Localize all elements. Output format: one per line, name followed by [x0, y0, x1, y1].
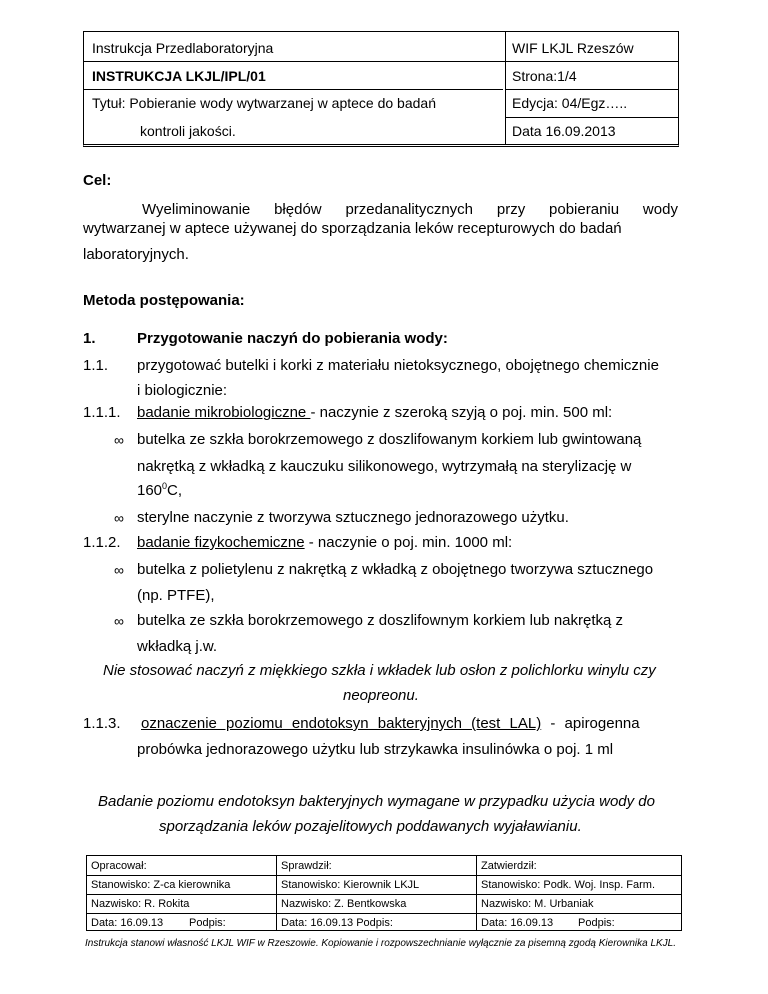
approval-table	[86, 855, 682, 931]
checked-by-date: Data: 16.09.13 Podpis:	[281, 917, 393, 929]
bullet-2: sterylne naczynie z tworzywa sztucznego jednorazowego użytku.	[137, 509, 569, 526]
approved-by-signature: Podpis:	[578, 917, 615, 929]
bullet-1-line3: $160^0C$,	[137, 481, 183, 499]
bullet-icon: ∞	[114, 510, 124, 526]
bullet-icon: ∞	[114, 562, 124, 578]
bullet-3-line1: butelka z polietylenu z nakrętką z wkładką z obojętnego tworzywa sztucznego	[137, 561, 654, 578]
section-1-number: 1.	[83, 330, 96, 347]
header-date: Data 16.09.2013	[512, 123, 616, 139]
approved-by-name: Nazwisko: M. Urbaniak	[481, 898, 594, 910]
checked-by-position: Stanowisko: Kierownik LKJL	[281, 879, 420, 891]
section-1-1-1-number: 1.1.1.	[83, 404, 121, 421]
prepared-by-signature: Podpis:	[189, 917, 226, 929]
prepared-by-label: Opracował:	[91, 860, 147, 872]
note-1-line1: Nie stosować naczyń z miękkiego szkła i wkładek lub osłon z polichlorku winylu czy	[103, 662, 656, 679]
note-1-line2: neopreonu.	[343, 687, 419, 704]
goal-line2: wytwarzanej w aptece używanej do sporządzania leków recepturowych do badań	[83, 220, 622, 237]
section-1-1-3-text: oznaczenie poziomu endotoksyn bakteryjnych (test LAL) - apirogenna	[141, 715, 640, 732]
bullet-icon: ∞	[114, 613, 124, 629]
goal-line3: laboratoryjnych.	[83, 246, 189, 263]
approved-by-position: Stanowisko: Podk. Woj. Insp. Farm.	[481, 879, 656, 891]
section-1-1-number: 1.1.	[83, 357, 109, 374]
section-1-1-2-number: 1.1.2.	[83, 534, 121, 551]
header-unit: WIF LKJL Rzeszów	[512, 40, 634, 56]
bullet-3-line2: (np. PTFE),	[137, 587, 215, 604]
approved-by-date: Data: 16.09.13	[481, 917, 554, 929]
section-1-1-2-text: badanie fizykochemiczne - naczynie o poj. min. 1000 ml:	[137, 534, 513, 551]
header-title-line2: kontroli jakości.	[140, 123, 236, 139]
header-page: Strona:1/4	[512, 68, 577, 84]
checked-by-label: Sprawdził:	[281, 860, 332, 872]
prepared-by-name: Nazwisko: R. Rokita	[91, 898, 190, 910]
method-heading: Metoda postępowania:	[83, 292, 245, 309]
section-1-title: Przygotowanie naczyń do pobierania wody:	[137, 330, 448, 347]
note-2-line1: Badanie poziomu endotoksyn bakteryjnych wymagane w przypadku użycia wody do	[98, 793, 655, 810]
bullet-icon: ∞	[114, 432, 124, 448]
bullet-4-line2: wkładką j.w.	[137, 638, 218, 655]
section-1-1-line1: przygotować butelki i korki z materiału nietoksycznego, obojętnego chemicznie	[137, 357, 659, 374]
section-1-1-3-number: 1.1.3.	[83, 715, 121, 732]
note-2-line2: sporządzania leków pozajelitowych poddawanych wyjaławianiu.	[159, 818, 582, 835]
section-1-1-line2: i biologicznie:	[137, 382, 228, 399]
prepared-by-position: Stanowisko: Z-ca kierownika	[91, 879, 231, 891]
section-1-1-3-line2: probówka jednorazowego użytku lub strzykawka insulinówka o poj. 1 ml	[137, 741, 614, 758]
header-title-line1: Tytuł: Pobieranie wody wytwarzanej w aptece do badań	[92, 95, 436, 111]
header-org-label: Instrukcja Przedlaboratoryjna	[92, 40, 274, 56]
bullet-1-line1: butelka ze szkła borokrzemowego z doszlifowanym korkiem lub gwintowaną	[137, 431, 642, 448]
header-table	[83, 31, 679, 147]
bullet-4-line1: butelka ze szkła borokrzemowego z doszlifownym korkiem lub nakrętką z	[137, 612, 624, 629]
section-1-1-1-text: badanie mikrobiologiczne - naczynie z szeroką szyją o poj. min. 500 ml:	[137, 404, 613, 421]
checked-by-name: Nazwisko: Z. Bentkowska	[281, 898, 407, 910]
header-code: INSTRUKCJA LKJL/IPL/01	[92, 68, 266, 84]
header-edition: Edycja: 04/Egz…..	[512, 95, 628, 111]
prepared-by-date: Data: 16.09.13	[91, 917, 164, 929]
disclaimer: Instrukcja stanowi własność LKJL WIF w Rzeszowie. Kopiowanie i rozpowszechnianie wyłącznie za pisemną zgodą Kierownika LKJL.	[85, 938, 677, 949]
approved-by-label: Zatwierdził:	[481, 860, 537, 872]
goal-heading: Cel:	[83, 172, 112, 189]
goal-line1: Wyeliminowanie błędów przedanalitycznych przy pobieraniu wody	[142, 201, 678, 218]
bullet-1-line2: nakrętką z wkładką z kauczuku silikonowego, wytrzymałą na sterylizację w	[137, 458, 632, 475]
